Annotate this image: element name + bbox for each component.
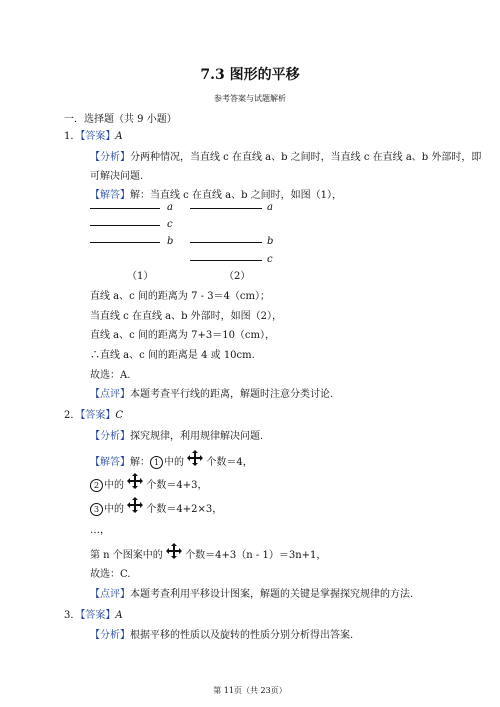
q2-analysis-tag: 【分析】 (90, 431, 130, 442)
q2-solution-pre: 解： (130, 457, 150, 468)
q3-analysis-tag: 【分析】 (90, 630, 130, 641)
q3-answer-tag: 【答案】 (80, 610, 116, 621)
q2-analysis-line (90, 430, 263, 444)
fig2-label-b: b (267, 236, 274, 247)
q2-comment-text: 本题考查利用平移设计图案，解题的关键是掌握探究规律的方法. (130, 589, 414, 600)
q2-answer-tag: 【答案】 (80, 410, 116, 421)
q2-circle-1: 1 (150, 456, 163, 469)
q1-solution-line3: 当直线 c 在直线 a、b 外部时，如图（2）， (90, 311, 283, 322)
q3-answer: A (115, 610, 123, 621)
q2-s2-mid: 中的 (104, 480, 124, 491)
four-arrow-cross-icon (187, 450, 203, 466)
q2-s1-post: 个数＝4， (206, 457, 253, 468)
q2-circle-2: 2 (90, 479, 103, 492)
q2-solution-line3 (90, 502, 222, 518)
fig1-line-b (90, 242, 160, 243)
section-heading: 一．选择题（共 9 小题） (64, 114, 177, 125)
q1-analysis-tag: 【分析】 (90, 152, 130, 163)
q2-answer-line (64, 409, 123, 423)
page-footer: 第 11页（共 23页） (213, 686, 287, 695)
page-title: 7.3 图形的平移 (200, 67, 300, 83)
q1-comment-text: 本题考查平行线的距离，解题时注意分类讨论. (130, 389, 334, 400)
q2-s4-pre: 第 n 个图案中的 (90, 550, 163, 561)
fig1-label-a: a (167, 202, 173, 213)
four-arrow-cross-icon (166, 543, 182, 559)
q2-ellipsis: …， (90, 525, 110, 536)
q1-answer-line (64, 130, 123, 144)
q2-s3-mid: 中的 (104, 504, 124, 515)
fig2-line-b (190, 242, 262, 243)
fig1-label-b: b (167, 236, 174, 247)
fig2-caption: （2） (224, 271, 251, 282)
fig1-line-a (90, 208, 160, 209)
q1-comment-tag: 【点评】 (90, 389, 130, 400)
q2-answer: C (115, 410, 124, 421)
q1-solution-line1 (90, 189, 342, 203)
q2-comment-tag: 【点评】 (90, 589, 130, 600)
q1-solution-line5: ∴直线 a、c 间的距离是 4 或 10cm. (90, 350, 255, 361)
page-subtitle: 参考答案与试题解析 (214, 94, 286, 103)
q1-answer: A (115, 131, 123, 142)
q2-circle-3: 3 (90, 503, 103, 516)
q2-s2-post: 个数＝4+3， (146, 480, 208, 491)
q1-solution-tag: 【解答】 (90, 190, 130, 201)
q3-answer-line (64, 609, 123, 623)
q2-choose: 故选：C. (90, 569, 131, 580)
fig2-label-a: a (267, 202, 273, 213)
fig1-label-c: c (167, 219, 173, 230)
q2-solution-line1 (90, 455, 253, 471)
q1-number: 1． (64, 131, 81, 142)
q2-s4-post: 个数＝4+3（n - 1）＝3n+1， (185, 550, 327, 561)
q3-analysis-text: 根据平移的性质以及旋转的性质分别分析得出答案. (130, 630, 354, 641)
fig2-label-c: c (267, 254, 273, 265)
q1-solution-line6: 故选：A. (90, 370, 131, 381)
q1-comment-line (90, 388, 333, 402)
q2-analysis-text: 探究规律，利用规律解决问题. (130, 431, 264, 442)
q1-solution-text-1: 解：当直线 c 在直线 a、b 之间时，如图（1）， (130, 190, 343, 201)
fig2-line-c (190, 260, 262, 261)
q1-analysis-text-1: 分两种情况，当直线 c 在直线 a、b 之间时，当直线 c 在直线 a、b 外部时，即 (130, 152, 482, 163)
q1-analysis-line1 (90, 151, 481, 165)
q1-solution-line4: 直线 a、c 间的距离为 7+3＝10（cm）， (90, 330, 276, 341)
q2-s3-post: 个数＝4+2×3， (146, 504, 223, 515)
q1-analysis-line2: 可解决问题. (90, 171, 144, 182)
fig1-line-c (90, 225, 160, 226)
q2-s1-mid: 中的 (164, 457, 184, 468)
q1-solution-line2: 直线 a、c 间的距离为 7 - 3＝4（cm）； (90, 291, 271, 302)
q3-number: 3． (64, 610, 81, 621)
q2-solution-line4 (90, 548, 326, 564)
q2-number: 2． (64, 410, 81, 421)
q2-solution-line2 (90, 478, 207, 494)
q2-comment-line (90, 588, 413, 602)
four-arrow-cross-icon (127, 473, 143, 489)
q1-answer-tag: 【答案】 (80, 131, 116, 142)
fig2-line-a (190, 208, 262, 209)
fig1-caption: （1） (127, 271, 154, 282)
q2-solution-tag: 【解答】 (90, 457, 130, 468)
four-arrow-cross-icon (127, 497, 143, 513)
q3-analysis-line (90, 629, 353, 643)
